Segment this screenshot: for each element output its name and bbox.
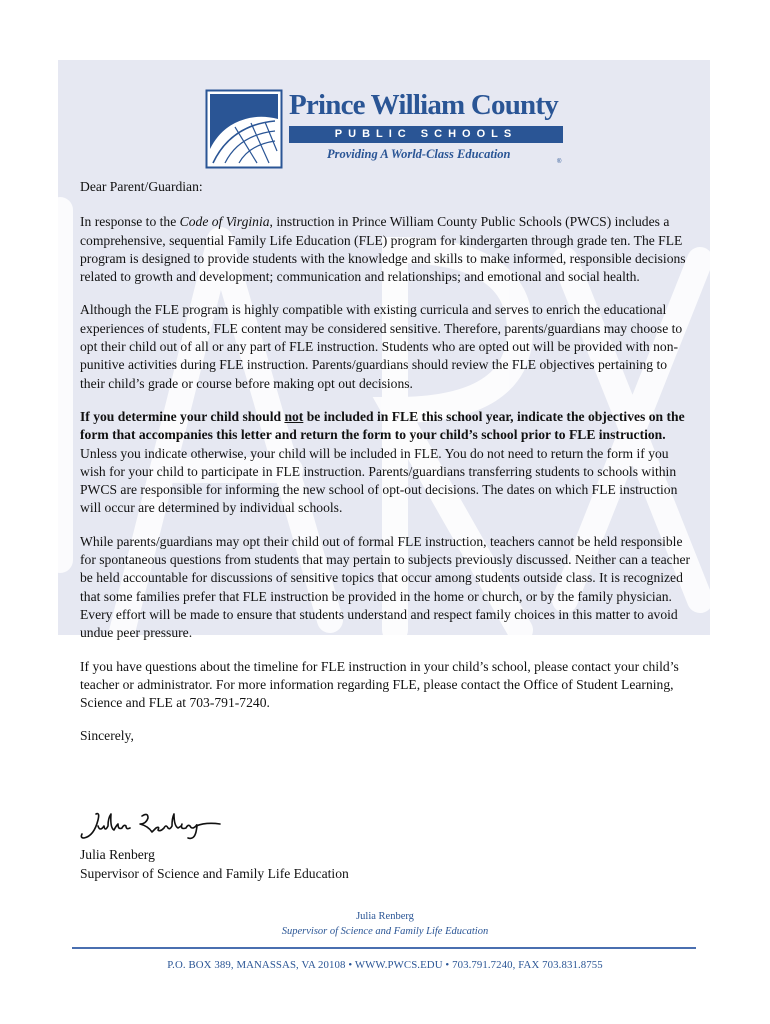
signer-name: Julia Renberg [80,847,155,862]
paragraph-sensitivity: Although the FLE program is highly compatible with existing curricula and serves to enrich the educational experiences of students, FLE content may be considered sensitive. Therefore, parents/guardians may choose to opt their child out of all or any part of FLE instruction. Students who are opted out will be provided with non-punitive activities during FLE instruction. Parents/guardians should review the FLE objectives pertaining to their child’s grade or course before making opt out decisions. [80,302,683,391]
footer-name: Julia Renberg [356,911,414,922]
code-of-virginia-italic: Code of Virginia [179,214,270,230]
logo-subtitle-bar: PUBLIC SCHOOLS [289,126,563,143]
paragraph-text: In response to the [80,214,180,230]
footer-divider [72,947,696,949]
paragraph-text: Unless you indicate otherwise, your child will be included in FLE. You do not need to return the form if you wish for your child to participate in FLE instruction. Parents/guardians transferring students to schools within PWCS are responsible for informing the new school of opt-out decisions. The dates on which FLE instruction will occur are determined by individual schools. [80,445,678,516]
handwritten-signature [78,808,228,844]
paragraph-intro [80,213,692,286]
letter-body [80,178,692,761]
registered-mark: ® [557,159,562,165]
paragraph-contact: If you have questions about the timeline for FLE instruction in your child’s school, please contact your child’s teacher or administrator. For more information regarding FLE, please contact the Office of Student Learning, Science and FLE at 703-791-7240. [80,658,679,711]
salutation: Dear Parent/Guardian: [80,179,203,194]
paragraph-opt-out [80,408,692,518]
paragraph-limitations: While parents/guardians may opt their child out of formal FLE instruction, teachers cannot be held responsible for spontaneous questions from students that may pertain to subjects previously discussed. Neither can a teacher be held accountable for discussions of sensitive topics that occur among students outside class. It is recognized that some families prefer that FLE instruction be provided in the home or church, or by the family physician. Every effort will be made to ensure that students understand and respect family choices in this matter to avoid undue peer pressure. [80,533,691,641]
globe-logo-icon [205,89,283,169]
logo-tagline: Providing A World-Class Education [327,147,511,161]
logo-name: Prince William County [289,89,558,121]
footer-address: P.O. BOX 389, MANASSAS, VA 20108 • WWW.PWCS.EDU • 703.791.7240, FAX 703.831.8755 [167,959,603,971]
pwcs-logo [205,89,567,171]
signer-block [80,845,349,883]
paragraph-text: , instruction in Prince William County Public Schools (PWCS) includes a comprehensive, sequential Family Life Education (FLE) program for kindergarten through grade ten. The FLE program is designed to provide students with the knowledge and skills to make informed, responsible decisions related to growth and development; communication and relationships; and emotional and social health. [80,214,686,285]
signer-title: Supervisor of Science and Family Life Education [80,866,349,881]
closing: Sincerely, [80,728,134,744]
footer-title: Supervisor of Science and Family Life Education [281,926,489,937]
opt-out-instruction: If you determine your child should not be included in FLE this school year, indicate the objectives on the form that accompanies this letter and return the form to your child’s school prior to FLE instruction. [80,408,685,443]
